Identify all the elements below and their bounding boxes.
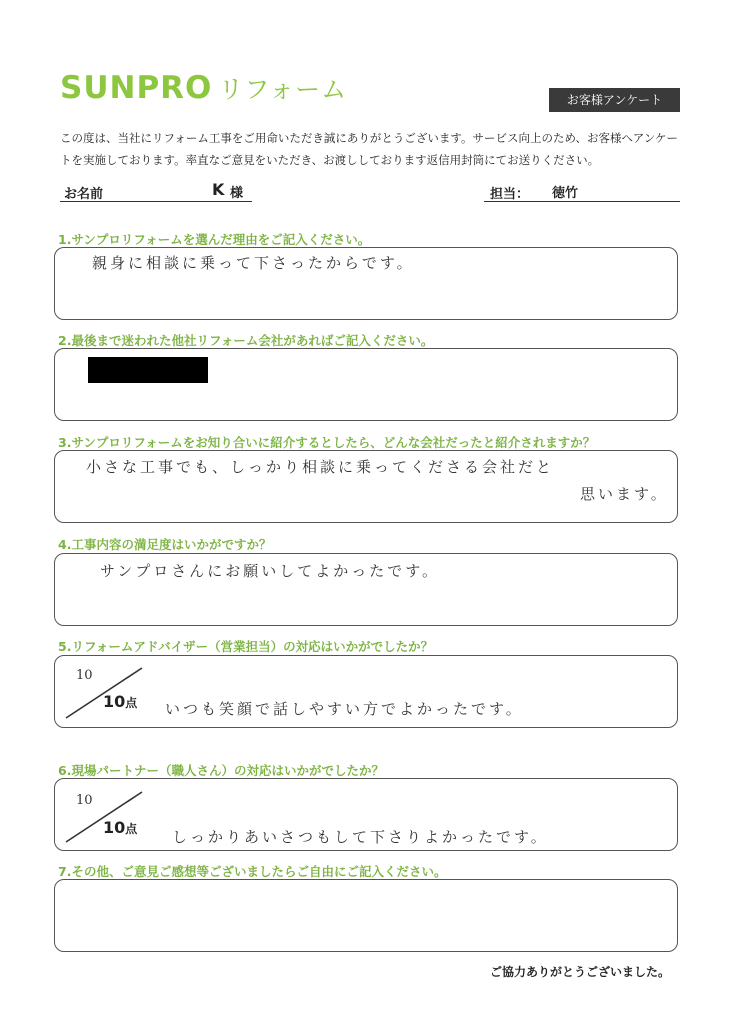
intro-text: この度は、当社にリフォーム工事をご用命いただき誠にありがとうございます。サービス向上のため、お客様へアンケートを実施しております。率直なご意見をいただき、お渡ししております返信用封筒にてお送りください。 [60, 131, 679, 167]
question-2-title: 2.最後まで迷われた他社リフォーム会社があればご記入ください。 [58, 333, 434, 348]
question-4-title: 4.工事内容の満足度はいかがですか？ [58, 537, 272, 552]
name-label: お名前 [64, 187, 104, 202]
answer-3-text: 小さな工事でも、しっかり相談に乗ってくださる会社だと [86, 458, 555, 476]
survey-tag: お客様アンケート [549, 88, 680, 112]
score-5-unit: 点 [125, 696, 138, 710]
answer-4-text: サンプロさんにお願いしてよかったです。 [100, 562, 441, 580]
answer-box-7 [54, 879, 678, 952]
question-3-title: 3.サンプロリフォームをお知り合いに紹介するとしたら、どんな会社だったと紹介されますか？ [58, 435, 596, 450]
score-5-handwritten: 10 [76, 668, 93, 683]
company-logo [60, 70, 347, 110]
score-6-value: 10 [103, 818, 126, 837]
honorific: 様 [230, 186, 244, 201]
answer-1-text: 親身に相談に乗って下さったからです。 [92, 254, 415, 272]
question-6-title: 6.現場パートナー（職人さん）の対応はいかがでしたか？ [58, 763, 384, 778]
question-7-title: 7.その他、ご意見ご感想等ございましたらご自由にご記入ください。 [58, 864, 447, 879]
question-1-title: 1.サンプロリフォームを選んだ理由をご記入ください。 [58, 232, 371, 247]
logo-sub-text: リフォーム [218, 75, 348, 104]
question-5-title: 5.リフォームアドバイザー（営業担当）の対応はいかがでしたか？ [58, 639, 434, 654]
score-6 [103, 818, 137, 837]
score-6-handwritten: 10 [76, 793, 93, 808]
redaction-block [88, 357, 208, 383]
score-6-unit: 点 [125, 822, 138, 836]
answer-6-text: しっかりあいさつもして下さりよかったです。 [172, 828, 549, 846]
score-5 [103, 692, 137, 711]
answer-3-text-line2: 思います。 [580, 485, 669, 503]
answer-5-text: いつも笑顔で話しやすい方でよかったです。 [165, 700, 524, 718]
name-value: K [212, 180, 225, 199]
score-5-value: 10 [103, 692, 126, 711]
footer-thanks: ご協力ありがとうございました。 [490, 965, 671, 979]
logo-main-text: SUNPRO [60, 70, 213, 106]
staff-value: 徳竹 [552, 186, 579, 201]
staff-label: 担当： [490, 187, 530, 202]
